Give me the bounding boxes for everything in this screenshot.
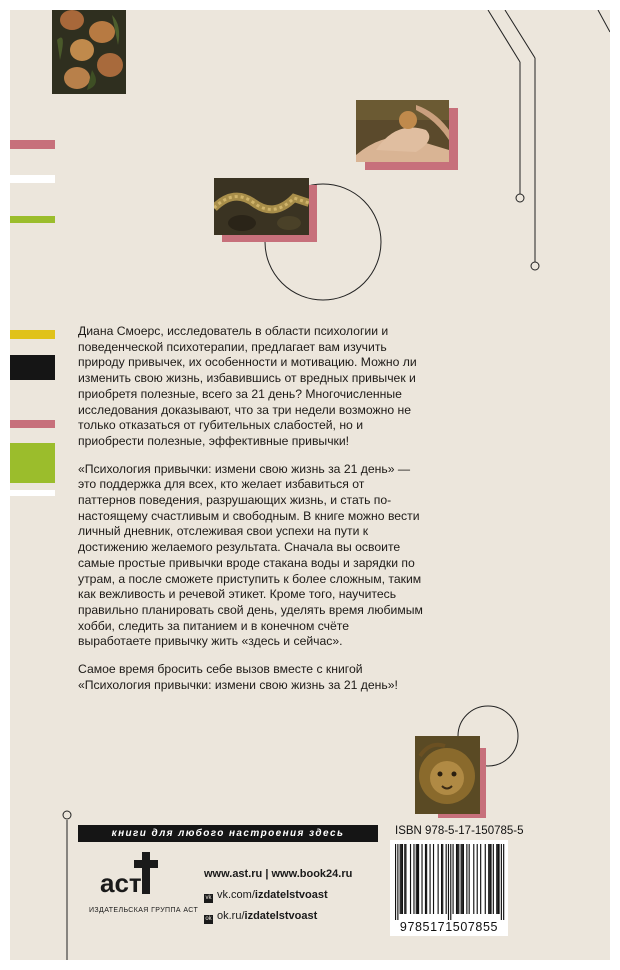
barcode-bar [462, 844, 463, 914]
barcode-bar [418, 844, 419, 914]
barcode-bar [442, 844, 443, 914]
barcode-bar [448, 844, 449, 920]
vk-prefix: vk.com/ [217, 889, 255, 901]
barcode-bar [480, 844, 481, 914]
barcode-bar [457, 844, 458, 914]
barcode-bar [499, 844, 500, 914]
barcode-bar [456, 844, 457, 914]
barcode-bar [430, 844, 431, 914]
barcode-bar [410, 844, 411, 914]
barcode-bar [395, 844, 396, 920]
barcode-bar [490, 844, 491, 914]
book-back-cover [10, 10, 610, 960]
barcode [390, 840, 508, 936]
description-text [78, 324, 423, 705]
barcode-bar [417, 844, 418, 914]
barcode-bar [489, 844, 490, 914]
hands-apple-image [356, 100, 449, 162]
barcode-bar [477, 844, 478, 914]
ok-icon: ok [205, 916, 212, 922]
barcode-bar [493, 844, 494, 914]
isbn-label: ISBN 978-5-17-150785-5 [395, 825, 524, 837]
barcode-bar [463, 844, 464, 914]
apples-image [52, 10, 126, 94]
yellow-stripe [10, 330, 55, 339]
lion-image [415, 736, 480, 814]
barcode-bar [461, 844, 462, 914]
barcode-bar [503, 844, 504, 920]
barcode-bar [458, 844, 459, 914]
website-links[interactable]: www.ast.ru | www.book24.ru [204, 868, 353, 880]
green-stripe [10, 216, 55, 223]
pink-stripe [10, 140, 55, 149]
ok-prefix: ok.ru/ [217, 910, 245, 922]
logo-text: аст [100, 868, 142, 898]
barcode-bar [421, 844, 422, 914]
vk-handle: izdatelstvoast [254, 889, 328, 901]
barcode-bar [404, 844, 405, 914]
paragraph-1: Диана Смоерс, исследователь в области психологии и поведенческой психотерапии, предлагает вам изучить природу привычек, их особенности и мотивацию. Можно ли изменить свою жизнь, избавившись от вредных привычек и приобретя полезные, всего за 21 день? Многочисленные исследования доказывают, что за три недели возможно не только отказаться от губительных слабостей, но и приобрести полезные, эффективные привычки! [78, 324, 417, 448]
barcode-bar [453, 844, 454, 914]
tagline-bar: книги для любого настроения здесь [78, 825, 378, 842]
barcode-bar [401, 844, 402, 914]
barcode-bar [466, 844, 467, 914]
barcode-bar [446, 844, 447, 914]
barcode-bar [426, 844, 427, 914]
barcode-bar [473, 844, 474, 914]
barcode-bar [402, 844, 403, 914]
barcode-number: 9785171507855 [399, 920, 499, 934]
publisher-name: ИЗДАТЕЛЬСКАЯ ГРУППА АСТ [89, 907, 199, 914]
barcode-bar [497, 844, 498, 914]
barcode-bar [485, 844, 486, 914]
vk-link[interactable] [204, 886, 352, 907]
barcode-bar [413, 844, 414, 914]
white-stripe [10, 175, 55, 183]
barcode-bar [450, 844, 451, 920]
paragraph-3: Самое время бросить себе вызов вместе с книгой «Психология привычки: измени свою жизнь за 21 день»! [78, 662, 398, 692]
barcode-bar [400, 844, 401, 914]
paragraph-2: «Психология привычки: измени свою жизнь за 21 день» — это поддержка для всех, кто желает избавиться от паттернов поведения, разрушающих жизнь, и стать по-настоящему счастливым и свободным. В книге можно вести личный дневник, отслеживая свои успехи на пути к достижению желаемого результата. Сначала вы освоите самые простые привычки вроде стакана воды и зарядки по утрам, а после сможете приступить к более сложным, таким как вежливость и речевой этикет. Кроме того, научитесь правильно планировать свой день, уделять время любимым хобби, следить за питанием и в конечном счёте выработаете привычку жить «здесь и сейчас». [78, 461, 423, 649]
barcode-bar [405, 844, 406, 914]
white-stripe-2 [10, 490, 55, 496]
barcode-bar [416, 844, 417, 914]
barcode-bar [501, 844, 502, 920]
vk-icon: vk [205, 895, 212, 901]
barcode-bar [488, 844, 489, 914]
black-block [10, 355, 55, 380]
barcode-bar [425, 844, 426, 914]
barcode-bar [441, 844, 442, 914]
ok-link[interactable] [204, 907, 352, 928]
ast-logo [98, 848, 168, 904]
barcode-bar [397, 844, 398, 920]
barcode-bar [496, 844, 497, 914]
publisher-links [204, 865, 352, 928]
ok-handle: izdatelstvoast [244, 910, 318, 922]
snake-image [214, 178, 309, 235]
barcode-bar [438, 844, 439, 914]
barcode-bar [469, 844, 470, 914]
green-block [10, 443, 55, 483]
barcode-bars [390, 842, 508, 920]
barcode-bar [433, 844, 434, 914]
pink-stripe-2 [10, 420, 55, 428]
